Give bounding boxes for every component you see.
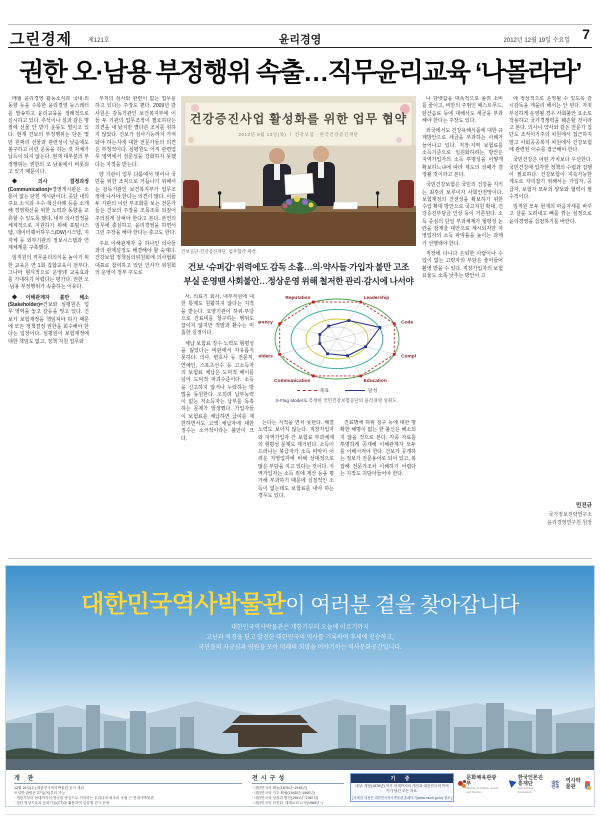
article-column-3 (181, 294, 254, 554)
article-paragraph: 국민건강보험은 국민의 건강을 지키는 최후의 보루이자 사회안전망이다. 보험재정의 건전성을 확보하기 위한 수입 확대 방안으로 국고지원 확대, 건강증진부담금 인상 등이 거론된다. 소득 중심의 단일 부과체계가 형평성 논란을 잠재울 대안으로 제시되지만 자영업자의 소득 파악률을 높이는 과제가 선행돼야 한다. (422, 182, 503, 247)
museum-advertisement (5, 565, 595, 807)
ad-sky-photo (6, 566, 594, 770)
article-paragraph: 주요 이해관계자 중 하나인 의사들과의 관계설정도 해결해야 할 숙제다. 건강보험 정책심의위원회에 의사협회 대표로 참여하고 있던 인사가 위원회의 운영이 정부 주도로 (95, 240, 176, 276)
ad-exhibition-block (252, 773, 344, 806)
ad-info-strip (6, 770, 594, 806)
masthead-rule (8, 47, 592, 48)
legend-actual-line-swatch (345, 390, 365, 391)
kpf-emblem-icon (507, 781, 516, 790)
article-paragraph: 외국에서도 건강유해식품에 대한 규제방안으로 세금을 부과하는 사례가 늘어나고 있다. 직장·지역 보험료를 소득기준으로 일원화하려는 방안은 지역가입자의 소득 투명성을 어떻게 확보하느냐에 따라 제도의 성패가 결정될 것이라고 본다. (422, 128, 503, 178)
byline-author-name: 민진규 (576, 503, 592, 509)
masthead-paper-name: 그린경제 (10, 31, 72, 48)
svg-text:Stakeholders: olders (258, 354, 273, 360)
list-item: · 대한민국의 태동(1876년~1945년) (252, 785, 307, 790)
legend-target (297, 387, 329, 394)
article-column-4 (258, 420, 334, 554)
chart-legend (258, 387, 416, 394)
byline-title: 윤리경영연구원 원장 (547, 519, 592, 526)
article-paragraph: 는다는 지적을 면치 못한다. 해결노력도 보이지 않는다. 직장가입자와 지역가입자 간 보험료 부과체계의 형평성 문제도 제기된다. 소득이 드러나는 봉급자가 소득 파악이 어려운 자영업자에 비해 상대적으로 많은 부담을 지고 있다는 것이다. 지역가입자는 소득 외에 재산 등을 평가해 부과하기 때문에 실질적인 소득이 없는데도 보험료를 내야 하는 경우도 있다. (258, 420, 334, 499)
museum-emblem-icon (585, 781, 590, 789)
svg-text:Compliance: Compl (401, 354, 416, 360)
ad-title-rest: 이 여러분 곁을 찾아갑니다 (285, 594, 519, 617)
ad-donation-text: 대상: 개항(1876년) 이후 현재까지의 개인과 대한민국의 이야기가 담긴 모든 자료. (355, 784, 449, 794)
mcst-name: 문화체육관광부 Ministry of Culture, Sports and Tourism (466, 775, 499, 794)
list-item: · 대한민국의 선진화, 세계로의 도약(1988년~) (252, 801, 323, 806)
svg-text:Communication: Communication (274, 378, 311, 384)
ad-divider-rule (8, 558, 592, 559)
ad-title (6, 584, 594, 619)
list-item: 12월 26일(수) 대한민국역사박물관 공식 개관 (14, 785, 84, 790)
sponsor-logos (458, 776, 590, 794)
ad-tagline-3: 국민들의 자긍심과 염원을 모아 미래의 희망을 이야기하는 역사문화공간입니다. (198, 645, 402, 651)
article-paragraph: 국민건강은 어떤 가치보다 우선한다. 국민건강에 입각한 정책의 수립과 집행이 필요하다. 건강보험이 지속가능한 제도로 자리잡기 위해서는 가입자, 공급자, 보험자 모두의 양보와 협력이 필수적이다. (509, 157, 592, 200)
article-paragraph: 직장에 다니다 은퇴한 사람이나 수입이 없는 고령자의 부담은 줄어들어 환영 받을 수 있다. 직장가입자의 보험요율도 소폭 낮추는 방안이 고 (422, 250, 503, 279)
list-item: ※일반 관람은 27일(목)부터 가능 (14, 790, 66, 795)
article-subhead (181, 260, 416, 288)
city-skyline-art (6, 675, 594, 770)
article-paragraph: ◆이해관계자 불만 해소(Stakeholder)=건보와 심평원은 업무 영역을 놓고 갈등을 빚고 있다. 건보가 보험재정을 책임져야 하기 때문에 모든 정책결정 권한을 회수해야 한다는 입장이다. 심평원이 보험재정에 대한 책임도 없고, 정책 지원 업무와 (8, 294, 89, 345)
legend-target-label: 목표 (319, 389, 329, 394)
ad-opening-header: 개 관 (14, 773, 242, 784)
svg-text:Code: Code (401, 320, 414, 326)
ethics-radar-chart (258, 292, 416, 418)
svg-text:Education: Education (363, 378, 387, 384)
subhead-line-2: 부실 운영땐 사회불안…정상운영 위해 철저한 관리·감시에 나서야 (183, 276, 414, 287)
article-paragraph: 매월 윤리경영 활동소식과 국내·외 동향 등을 수록한 윤리경영 뉴스레터를 발송하고 윤리교육을 정례적으로 실시하고 있다. 추석이나 설과 같은 명절에 선물 안 받기 운동도 벌이고 있다. 현재 건보의 부정행위는 단돈 몇 만 원짜리 선물과 관련성이 낮음에도 불구하고 이런 운동을 하는 것 자체가 납득이 되지 않는다. 현재 대부분의 부정행위는 권한의 오·남용에서 비롯되고 있기 때문이다. (8, 96, 89, 175)
masthead-date: 2012년 12월 19일 수요일 (503, 38, 570, 44)
museum-name: 역사박물관 (565, 778, 581, 790)
logo-museum (551, 779, 590, 790)
logo-mcst (458, 776, 500, 794)
article-column-2 (95, 96, 176, 554)
list-item: · 첨단 영상기술과 문화기술(CT)을 활용하여 실감형 전시 운영 (14, 801, 110, 806)
ad-tagline-2: 고난과 역경을 딛고 발전한 대한민국의 역사를 기록하여 후세에 전승하고, (206, 635, 394, 641)
article-paragraph: 임직원의 직무윤리의식을 높이기 위한 교육은 연 1회 집합교육이 전부다. 그나마 형식적으로 운영돼 교육효과를 기대하기 어렵다는 평가다. 권한 오·남용 부정행위가 속출하는 이유다. (8, 255, 89, 291)
legend-actual-label: 달성 (368, 389, 378, 394)
list-item: · 개항기부터 현대까지의 역사를 중심으로 기억하는 우리나라 최초의 국립 근·현대사박물관 (14, 795, 154, 800)
kpf-english-name: Korea Press Foundation (517, 786, 534, 794)
article-headline: 권한 오·남용 부정행위 속출…직무윤리교육 ‘나몰라라’ (19, 57, 581, 87)
ad-exhibition-items (252, 786, 344, 807)
radar-chart-canvas (258, 292, 416, 387)
chart-caption: 8-Flag Model로 측정한 국민건강보험공단의 윤리경영 성취도. (276, 398, 398, 403)
ad-donation-header: 기 증 (351, 774, 453, 783)
masthead-issue-number: 제121호 (88, 38, 110, 44)
article-column-6 (422, 96, 503, 554)
article-paragraph: 진료명세 허위 청구 등에 대한 명확한 해명이 없는 한 불신은 해소되지 않을 것으로 본다. 각종 자료를 투명하게 공개해 이해관계자 모두를 이해시켜야 한다. 건보가 공개하는 정보가 전문용어로 되어 있고, 복잡해 전문가조차 이해하기 어렵다는 지적도 귀담아들어야 한다. (340, 420, 416, 478)
masthead-section-title: 윤리경영 (278, 34, 322, 46)
legend-target-line-swatch (297, 390, 317, 391)
ad-donation-box (350, 773, 454, 802)
top-rule (8, 24, 592, 25)
photo-banner-title: 건강증진사업 활성화를 위한 업무 협약 (189, 112, 408, 126)
ad-title-highlight: 대한민국역사박물관 (81, 591, 286, 618)
ad-exhibition-header: 전시구성 (252, 773, 344, 784)
list-item (14, 806, 242, 807)
bottom-rule (5, 814, 595, 815)
ad-tagline-1: 대한민국역사박물관은 개항기부터 오늘에 이르기까지 (231, 625, 369, 631)
list-item: · 대한민국의 성장과 발전(1961년~1987년) (252, 795, 319, 800)
article-paragraph: 양 기관이 업무 다툼에서 벗어나 국민을 위한 조직으로 거듭나기 위해서는 감독기관인 보건복지부가 업무조정에 나서야 한다는 의견이 많다. 이들 두 기관의 이런 부조화를 보는 전문가들은 건보의 주장을 조목조목 되짚어 주의깊게 살펴야 한다고 본다. 본연의 임무에 충실하고, 윤리경영을 하면서 그런 주장을 해야 한다는 충고도 한다. (95, 171, 176, 237)
ceremony-photo (181, 96, 416, 246)
article-column-5 (340, 420, 416, 554)
svg-text:Leadership: Leadership (363, 296, 390, 302)
article-paragraph: 나 담뱃값을 대폭적으로 올려 소비를 줄이고, 비만의 주범인 패스트푸드, 탄산음료 등에 대해서도 세금을 부과해야 한다는 주장도 있다. (422, 96, 503, 124)
logo-kpf (508, 776, 543, 794)
article-paragraph: 체납 보험료 징수 노력도 형평성을 잃었다는 비판에서 자유롭지 못하다. 의사, 변호사 등 전문직, 연예인, 스포츠선수 등 고소득자의 보험료 체납은 도덕적 해이를 넘어 도덕적 파괴수준이다. 소득을 신고하지 않거나 누락하는 방법을 동원한다. 오히려 납부능력이 없는 저소득자는 납부를 독촉하는 문제가 발생했다. 가입자들이 보험료를 체납하면 급여를 제한하면서도 고액 체납자에 대한 징수는 소극적이라는 불만이 크다. (181, 340, 254, 442)
article-byline (509, 502, 592, 527)
article-column-1 (8, 96, 89, 554)
article-paragraph: 사, 의료기 회사, 내부직원에 대한 통제도 원활하지 않다는 지적을 받는다. 요양기관이 허위·부당으로 진료비를 청구하는 행위도 끊이지 않지만 적발과 환수는 미흡한 실정이다. (181, 294, 254, 337)
museum-country-text: 대한 민국 (551, 779, 560, 789)
article-column-7 (509, 96, 592, 500)
list-item: · 대한민국의 기초 확립(1945년~1960년) (252, 790, 315, 795)
ad-opening-block (14, 773, 242, 807)
article-paragraph: 임직원 모두 현재의 마음자세를 바꾸고 살을 도려내고 뼈를 깎는 심정으로 윤리경영을 실천하기를 바란다. (509, 204, 592, 225)
byline-organization: 국가정보전략연구소 (548, 511, 592, 518)
mcst-emblem-icon (458, 780, 464, 789)
kpf-name: 한국언론진흥재단 Korea Press Foundation (517, 775, 543, 794)
svg-text:Reputation: Reputation (285, 296, 311, 302)
article-paragraph: ◆의사 결정과정(Communication)=경영게시판은 소통이 없는 닫힌 게시판이다. 공단 내의 주요 소식과 우수 혁신사례 등을 소개해 경영혁신을 위한 노력과 동향을 교류할 수 있도록 했다. 내부 의사결정을 체계적으로 지원하기 위해 포털시스템, 데이터웨어하우스(DW)시스템, 지자체 등 외부기관의 정보시스템과 연계체계를 구축했다. (8, 179, 89, 251)
article-paragraph: 부처의 심사와 관련이 없는 업무를 하고 있다는 주장도 편다. 2009년 감사원은 감독기관인 보건복지부에 이들 두 기관의 업무조정이 필요하다는 의견을 내 놨지만 별다른 조치를 취하지 않았다. 건보가 심사기능까지 가져와야 하는지에 대한 전문가들의 의견은 부정적이다. 심평원도 아직 관련업무 영역에서 전문성을 강화하지 못했다는 지적을 받는다. (95, 96, 176, 168)
article-paragraph: 에 정상적으로 운영될 수 있도록 감시감독을 게을리 해서는 안 된다. 자칫 부실하게 운영될 경우 사회불안 요소로 작용하고 국가경쟁력을 훼손할 것이라고 본다. 의사나 약사와 같은 전문가 집단도 조직이기주의 차원에서 접근하지 말고 사회공공복지 차원에서 건강보험에 관련된 이슈를 접근해야 한다. (509, 96, 592, 154)
svg-text:Transparency: arency (258, 320, 273, 326)
legend-actual (345, 387, 377, 394)
ad-opening-items (14, 786, 242, 808)
masthead-page-number: 7 (582, 26, 590, 42)
photo-caption: 건보공단-건강증진재단, 업무협약 체결. (181, 249, 258, 254)
mcst-english-name: Ministry of Culture, Sports and Tourism (466, 786, 499, 794)
photo-banner-subtitle: 2012년 9월 13일(목) ㅣ 건강보험 · 한국건강증진재단 (238, 132, 359, 137)
subhead-line-1: 건보 ‘슈퍼갑’ 위력에도 감독 소홀…의·약사들·가입자 불만 고조 (187, 262, 410, 272)
ad-donation-note: [ 자세한 내용은 대한민국역사박물관 홈페이지(www.much.go.kr) 참조 ] (351, 796, 453, 801)
